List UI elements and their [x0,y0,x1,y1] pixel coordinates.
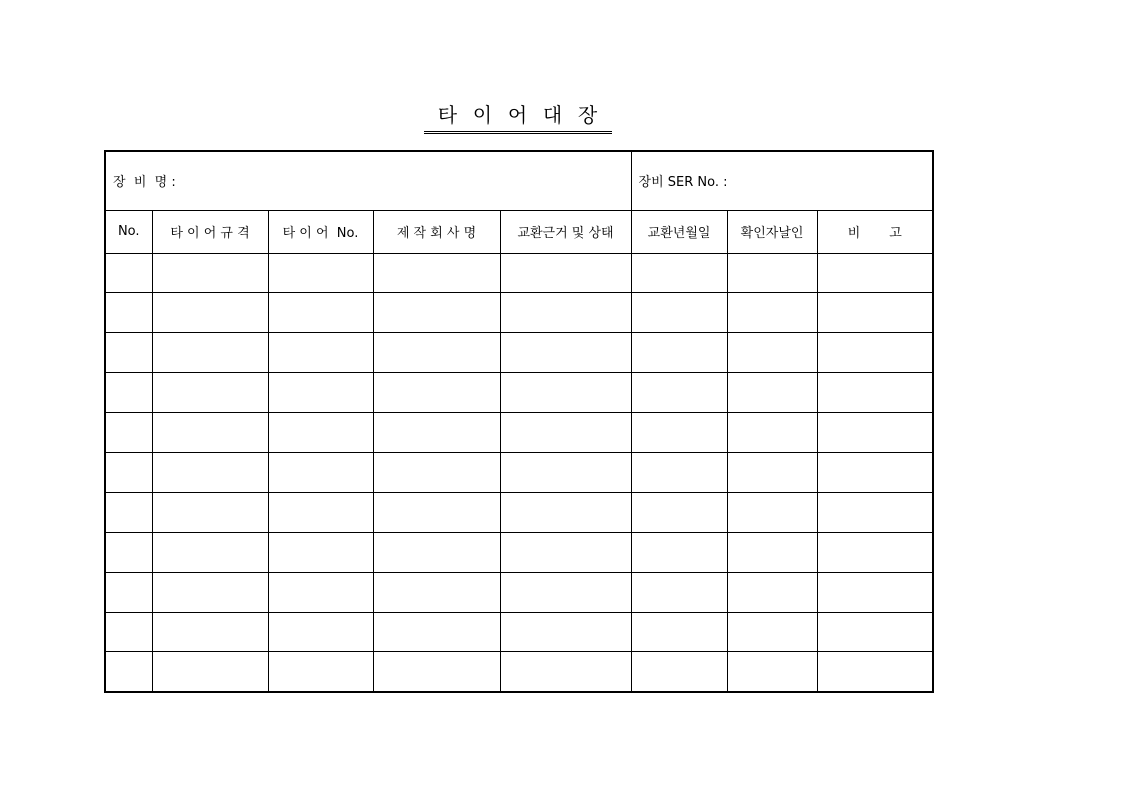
replacement-reason-cell[interactable] [500,293,631,333]
tire-spec-cell[interactable] [152,572,268,612]
confirmer-seal-cell[interactable] [727,253,817,293]
remarks-cell[interactable] [817,652,933,692]
manufacturer-cell[interactable] [373,373,500,413]
table-row [105,572,933,612]
manufacturer-cell[interactable] [373,253,500,293]
replacement-date-cell[interactable] [631,452,727,492]
confirmer-seal-cell[interactable] [727,532,817,572]
tire-spec-cell[interactable] [152,452,268,492]
replacement-date-cell[interactable] [631,413,727,453]
confirmer-seal-cell[interactable] [727,452,817,492]
no-cell[interactable] [105,253,152,293]
tire-spec-cell[interactable] [152,253,268,293]
tire-spec-cell[interactable] [152,532,268,572]
manufacturer-cell[interactable] [373,652,500,692]
tire-spec-cell[interactable] [152,652,268,692]
replacement-reason-cell[interactable] [500,413,631,453]
remarks-cell[interactable] [817,333,933,373]
confirmer-seal-cell[interactable] [727,373,817,413]
remarks-cell[interactable] [817,253,933,293]
replacement-reason-cell[interactable] [500,452,631,492]
equipment-serial-field[interactable]: 장비 SER No. : [631,151,933,210]
confirmer-seal-cell[interactable] [727,492,817,532]
table-row [105,452,933,492]
tire-no-cell[interactable] [268,333,373,373]
table-row [105,373,933,413]
column-header-remarks: 비 고 [817,210,933,253]
no-cell[interactable] [105,532,152,572]
replacement-reason-cell[interactable] [500,532,631,572]
no-cell[interactable] [105,612,152,652]
remarks-cell[interactable] [817,452,933,492]
column-header-replacement-reason: 교환근거 및 상태 [500,210,631,253]
replacement-date-cell[interactable] [631,532,727,572]
replacement-reason-cell[interactable] [500,652,631,692]
no-cell[interactable] [105,572,152,612]
no-cell[interactable] [105,652,152,692]
manufacturer-cell[interactable] [373,492,500,532]
tire-no-cell[interactable] [268,532,373,572]
tire-spec-cell[interactable] [152,293,268,333]
table-row [105,492,933,532]
table-row [105,612,933,652]
remarks-cell[interactable] [817,373,933,413]
tire-no-cell[interactable] [268,452,373,492]
remarks-cell[interactable] [817,572,933,612]
tire-no-cell[interactable] [268,373,373,413]
table-row [105,532,933,572]
replacement-date-cell[interactable] [631,612,727,652]
equipment-info-row [105,151,933,210]
replacement-date-cell[interactable] [631,333,727,373]
replacement-reason-cell[interactable] [500,612,631,652]
replacement-date-cell[interactable] [631,572,727,612]
table-row [105,333,933,373]
tire-spec-cell[interactable] [152,333,268,373]
tire-spec-cell[interactable] [152,413,268,453]
page-title: 타 이 어 대 장 [424,102,612,134]
column-header-manufacturer: 제 작 회 사 명 [373,210,500,253]
replacement-date-cell[interactable] [631,293,727,333]
confirmer-seal-cell[interactable] [727,293,817,333]
column-header-no: No. [105,210,152,253]
tire-ledger-table [104,150,934,693]
remarks-cell[interactable] [817,413,933,453]
replacement-date-cell[interactable] [631,253,727,293]
tire-no-cell[interactable] [268,253,373,293]
confirmer-seal-cell[interactable] [727,333,817,373]
no-cell[interactable] [105,452,152,492]
replacement-reason-cell[interactable] [500,253,631,293]
tire-no-cell[interactable] [268,293,373,333]
manufacturer-cell[interactable] [373,572,500,612]
no-cell[interactable] [105,492,152,532]
tire-no-cell[interactable] [268,492,373,532]
manufacturer-cell[interactable] [373,413,500,453]
confirmer-seal-cell[interactable] [727,612,817,652]
no-cell[interactable] [105,373,152,413]
column-header-tire-no: 타 이 어 No. [268,210,373,253]
replacement-reason-cell[interactable] [500,333,631,373]
confirmer-seal-cell[interactable] [727,652,817,692]
tire-spec-cell[interactable] [152,612,268,652]
column-header-replacement-date: 교환년월일 [631,210,727,253]
tire-no-cell[interactable] [268,572,373,612]
manufacturer-cell[interactable] [373,333,500,373]
remarks-cell[interactable] [817,532,933,572]
confirmer-seal-cell[interactable] [727,572,817,612]
manufacturer-cell[interactable] [373,452,500,492]
manufacturer-cell[interactable] [373,612,500,652]
no-cell[interactable] [105,333,152,373]
remarks-cell[interactable] [817,492,933,532]
tire-no-cell[interactable] [268,413,373,453]
replacement-reason-cell[interactable] [500,373,631,413]
tire-spec-cell[interactable] [152,373,268,413]
replacement-reason-cell[interactable] [500,572,631,612]
confirmer-seal-cell[interactable] [727,413,817,453]
table-row [105,253,933,293]
replacement-date-cell[interactable] [631,492,727,532]
column-header-confirmer-seal: 확인자날인 [727,210,817,253]
tire-no-cell[interactable] [268,612,373,652]
replacement-date-cell[interactable] [631,652,727,692]
remarks-cell[interactable] [817,612,933,652]
no-cell[interactable] [105,293,152,333]
remarks-cell[interactable] [817,293,933,333]
tire-no-cell[interactable] [268,652,373,692]
replacement-reason-cell[interactable] [500,492,631,532]
replacement-date-cell[interactable] [631,373,727,413]
table-row [105,413,933,453]
tire-spec-cell[interactable] [152,492,268,532]
column-header-tire-spec: 타 이 어 규 격 [152,210,268,253]
table-row [105,293,933,333]
table-row [105,652,933,692]
column-header-row [105,210,933,253]
manufacturer-cell[interactable] [373,293,500,333]
no-cell[interactable] [105,413,152,453]
manufacturer-cell[interactable] [373,532,500,572]
equipment-name-field[interactable]: 장 비 명 : [105,151,631,210]
